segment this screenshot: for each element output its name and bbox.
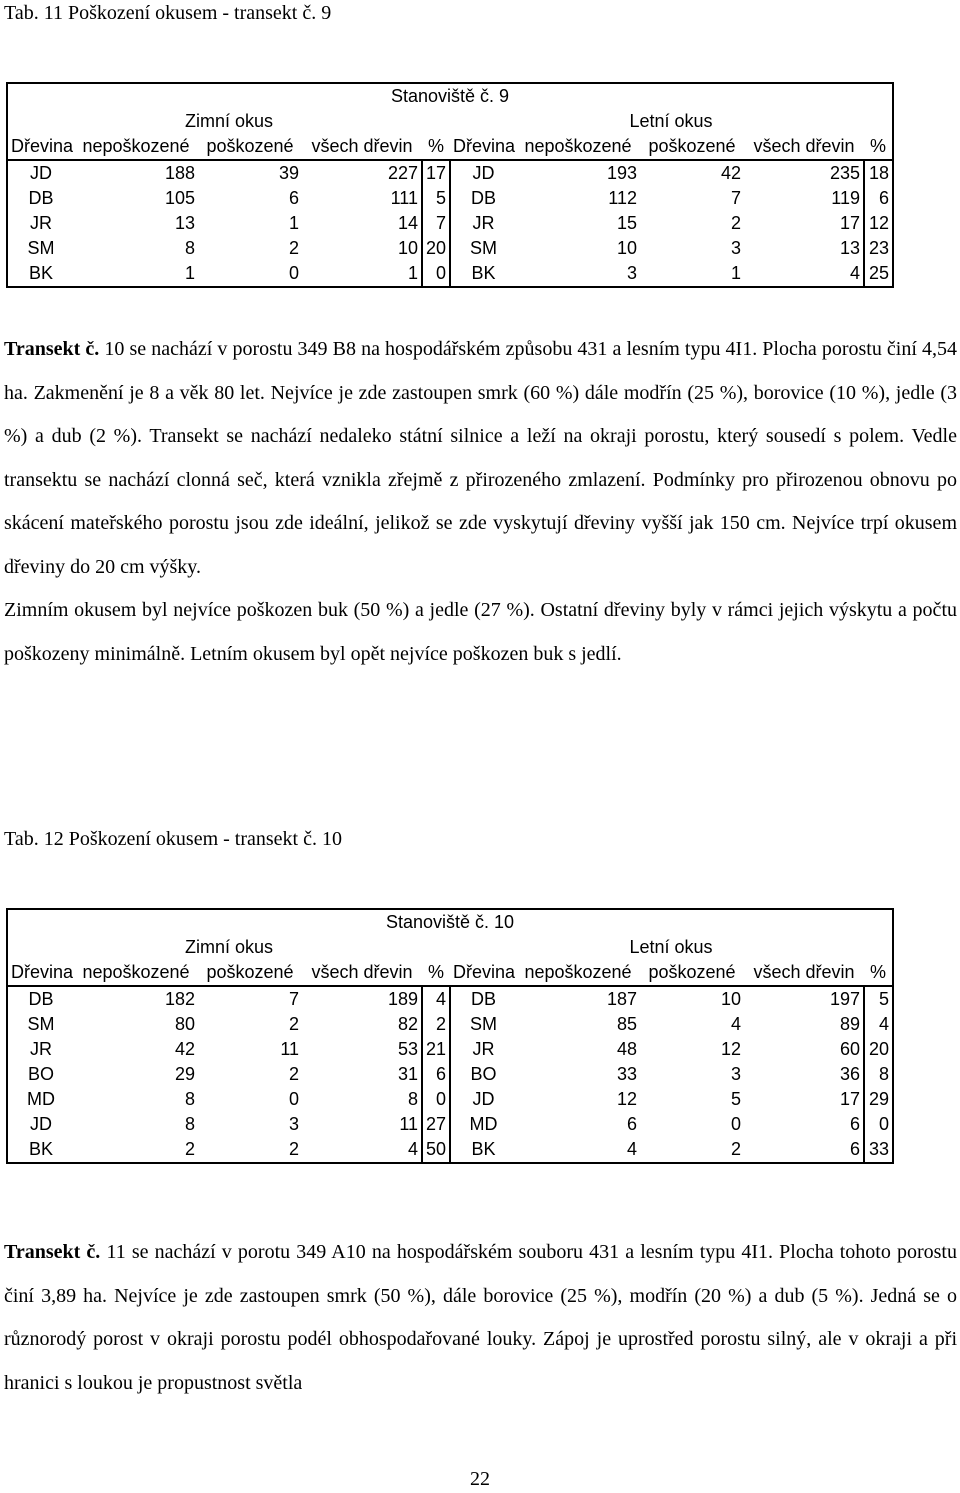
value-cell: 6 (849, 1139, 860, 1159)
value-cell: 18 (864, 160, 892, 186)
table-row (8, 986, 892, 1012)
value-cell: 2 (730, 213, 741, 233)
summer-browse-label: Letní okus (629, 937, 713, 957)
value-cell: 5 (864, 986, 892, 1012)
species-cell: JD (472, 1089, 495, 1109)
value-cell: 119 (831, 188, 860, 208)
value-cell: 4 (864, 1012, 892, 1037)
value-cell: 23 (864, 236, 892, 261)
species-cell: BO (470, 1064, 497, 1084)
column-header: Dřevina (453, 962, 516, 982)
column-header: Dřevina (453, 136, 516, 156)
site-row (8, 910, 892, 935)
value-cell: 182 (74, 986, 198, 1012)
value-cell: 3 (730, 1064, 741, 1084)
value-cell: 4 (730, 1014, 741, 1034)
column-header: % (870, 136, 887, 156)
value-cell: 1 (730, 263, 741, 283)
column-header: % (870, 962, 887, 982)
value-cell: 6 (849, 1114, 860, 1134)
column-header: poškozené (648, 136, 736, 156)
species-cell: SM (27, 238, 55, 258)
column-header: % (427, 962, 444, 982)
value-cell: 235 (744, 160, 864, 186)
value-cell: 3 (626, 263, 637, 283)
value-cell: 48 (616, 1039, 637, 1059)
table-row (8, 1137, 892, 1162)
column-header: všech dřevin (311, 136, 413, 156)
value-cell: 11 (280, 1039, 299, 1059)
season-row (8, 935, 892, 960)
value-cell: 80 (174, 1014, 195, 1034)
value-cell: 8 (864, 1062, 892, 1087)
value-cell: 0 (864, 1112, 892, 1137)
table-row (8, 1037, 892, 1062)
value-cell: 29 (864, 1087, 892, 1112)
value-cell: 2 (422, 1012, 450, 1037)
species-cell: BO (27, 1064, 54, 1084)
value-cell: 227 (302, 160, 422, 186)
value-cell: 2 (730, 1139, 741, 1159)
column-header: nepoškozené (82, 136, 190, 156)
paragraph (4, 1231, 957, 1405)
table-row (8, 1087, 892, 1112)
value-cell: 6 (422, 1062, 450, 1087)
species-cell: DB (450, 986, 516, 1012)
value-cell: 2 (288, 238, 299, 258)
value-cell: 42 (174, 1039, 195, 1059)
value-cell: 11 (399, 1114, 418, 1134)
value-cell: 6 (864, 186, 892, 211)
species-cell: BK (28, 263, 53, 283)
species-cell: JR (472, 1039, 495, 1059)
value-cell: 4 (626, 1139, 637, 1159)
value-cell: 187 (516, 986, 640, 1012)
value-cell: 8 (184, 1089, 195, 1109)
value-cell: 2 (288, 1064, 299, 1084)
value-cell: 6 (626, 1114, 637, 1134)
site-row (8, 84, 892, 109)
value-cell: 6 (288, 188, 299, 208)
species-cell: BK (28, 1139, 53, 1159)
value-cell: 25 (864, 261, 892, 286)
table-row (8, 236, 892, 261)
paragraph-text: 10 se nachází v porostu 349 B8 na hospodářském způsobu 431 a lesním typu 4I1. Plocha porostu činí 4,54 ha. Zakmenění je 8 a věk 80 let. Nejvíce je zde zastoupen smrk (60 %) dále modřín (25 %), borovice (10 %), jedle (3 %) a dub (2 %). Transekt se nachází nedaleko státní silnice a leží na okraji porostu, který sousedí s polem. Vedle transektu se nachází clonná seč, která vznikla zřejmě z přirozeného zmlazení. Podmínky pro přirozenou obnovu po skácení mateřského porostu jsou zde ideální, jelikož se zde vyskytují dřeviny vyšší jak 150 cm. Nejvíce trpí okusem dřeviny do 20 cm výšky. (4, 338, 957, 578)
value-cell: 10 (640, 986, 744, 1012)
transect-11-description (4, 1231, 957, 1405)
species-cell: JR (30, 213, 52, 233)
season-row (8, 109, 892, 134)
value-cell: 3 (288, 1114, 299, 1134)
table-caption-12: Tab. 12 Poškození okusem - transekt č. 10 (4, 828, 342, 850)
column-header: poškozené (206, 962, 294, 982)
species-cell: MD (27, 1089, 55, 1109)
species-cell: DB (28, 188, 54, 208)
value-cell: 29 (174, 1064, 195, 1084)
table-row (8, 1062, 892, 1087)
value-cell: 17 (839, 1089, 860, 1109)
value-cell: 105 (164, 188, 195, 208)
value-cell: 12 (864, 211, 892, 236)
summer-browse-label: Letní okus (629, 111, 713, 131)
column-header: Dřevina (11, 962, 74, 982)
column-header: všech dřevin (753, 962, 855, 982)
value-cell: 20 (422, 236, 450, 261)
value-cell: 4 (422, 986, 450, 1012)
value-cell: 8 (407, 1089, 418, 1109)
value-cell: 1 (288, 213, 299, 233)
site-label: Stanoviště č. 9 (390, 86, 510, 106)
species-cell: BK (471, 1139, 496, 1159)
value-cell: 7 (198, 986, 302, 1012)
value-cell: 5 (730, 1089, 741, 1109)
value-cell: 4 (849, 263, 860, 283)
column-header: % (427, 136, 444, 156)
value-cell: 1 (407, 263, 418, 283)
value-cell: 42 (640, 160, 744, 186)
species-cell: SM (27, 1014, 55, 1034)
column-header: Dřevina (11, 136, 74, 156)
value-cell: 10 (616, 238, 637, 258)
value-cell: 36 (839, 1064, 860, 1084)
paragraph: Zimním okusem byl nejvíce poškozen buk (50 %) a jedle (27 %). Ostatní dřeviny byly v rámci jejich výskytu a počtu poškozeny minimálně. Letním okusem byl opět nejvíce poškozen buk s jedlí. (4, 599, 957, 665)
bold-lead: Transekt č. (4, 1241, 101, 1263)
column-header: všech dřevin (311, 962, 413, 982)
damage-table-transect-10 (6, 908, 894, 1164)
column-header: poškozené (206, 136, 294, 156)
species-cell: JD (450, 160, 516, 186)
value-cell: 7 (422, 211, 450, 236)
value-cell: 53 (397, 1039, 418, 1059)
value-cell: 60 (839, 1039, 860, 1059)
species-cell: DB (470, 188, 496, 208)
value-cell: 82 (397, 1014, 418, 1034)
value-cell: 197 (744, 986, 864, 1012)
table-row (8, 160, 892, 186)
table-row (8, 1012, 892, 1037)
value-cell: 21 (422, 1037, 450, 1062)
value-cell: 4 (407, 1139, 418, 1159)
header-row (8, 960, 892, 986)
paragraph-text: 11 se nachází v porotu 349 A10 na hospodářském souboru 431 a lesním typu 4I1. Plocha tohoto porostu činí 3,89 ha. Nejvíce je zde zastoupen smrk (50 %), dále borovice (25 %), modřín (20 %) a dub (5 %). Jedná se o různorodý porost v okraji porostu podél obhospodařované louky. Zápoj je uprostřed porostu silný, ale v okraji a při hranici s loukou je propustnost světla (4, 1241, 957, 1394)
species-cell: DB (8, 986, 74, 1012)
damage-table-transect-9 (6, 82, 894, 288)
species-cell: BK (471, 263, 496, 283)
site-label: Stanoviště č. 10 (385, 912, 515, 932)
value-cell: 112 (608, 188, 637, 208)
table-row (8, 186, 892, 211)
column-header: nepoškozené (82, 962, 190, 982)
species-cell: JR (472, 213, 495, 233)
value-cell: 89 (839, 1014, 860, 1034)
species-cell: MD (469, 1114, 498, 1134)
column-header: všech dřevin (753, 136, 855, 156)
value-cell: 2 (288, 1014, 299, 1034)
column-header: nepoškozené (524, 136, 632, 156)
value-cell: 1 (184, 263, 195, 283)
value-cell: 188 (74, 160, 198, 186)
value-cell: 193 (516, 160, 640, 186)
value-cell: 15 (616, 213, 637, 233)
winter-browse-label: Zimní okus (184, 111, 274, 131)
value-cell: 39 (198, 160, 302, 186)
table-row (8, 261, 892, 286)
species-cell: SM (470, 1014, 497, 1034)
value-cell: 2 (288, 1139, 299, 1159)
species-cell: JD (30, 1114, 52, 1134)
column-header: nepoškozené (524, 962, 632, 982)
table-caption-11: Tab. 11 Poškození okusem - transekt č. 9 (4, 2, 332, 24)
value-cell: 31 (397, 1064, 418, 1084)
value-cell: 13 (839, 238, 860, 258)
value-cell: 0 (730, 1114, 741, 1134)
value-cell: 8 (184, 1114, 195, 1134)
transect-10-description (4, 328, 957, 676)
value-cell: 33 (616, 1064, 637, 1084)
value-cell: 0 (288, 263, 299, 283)
value-cell: 189 (302, 986, 422, 1012)
value-cell: 13 (174, 213, 195, 233)
header-row (8, 134, 892, 160)
winter-browse-label: Zimní okus (184, 937, 274, 957)
value-cell: 12 (720, 1039, 741, 1059)
paragraph (4, 328, 957, 589)
value-cell: 3 (730, 238, 741, 258)
value-cell: 2 (184, 1139, 195, 1159)
value-cell: 10 (397, 238, 418, 258)
value-cell: 27 (422, 1112, 450, 1137)
value-cell: 85 (616, 1014, 637, 1034)
value-cell: 50 (422, 1137, 450, 1162)
value-cell: 14 (397, 213, 418, 233)
column-header: poškozené (648, 962, 736, 982)
page-number: 22 (470, 1468, 490, 1490)
value-cell: 17 (422, 160, 450, 186)
value-cell: 12 (616, 1089, 637, 1109)
species-cell: JD (8, 160, 74, 186)
value-cell: 8 (184, 238, 195, 258)
bold-lead: Transekt č. (4, 338, 100, 360)
value-cell: 20 (864, 1037, 892, 1062)
value-cell: 0 (422, 1087, 450, 1112)
table-row (8, 1112, 892, 1137)
value-cell: 0 (422, 261, 450, 286)
value-cell: 111 (390, 188, 418, 208)
species-cell: JR (30, 1039, 52, 1059)
value-cell: 17 (839, 213, 860, 233)
species-cell: SM (470, 238, 497, 258)
value-cell: 5 (422, 186, 450, 211)
value-cell: 0 (288, 1089, 299, 1109)
value-cell: 7 (730, 188, 741, 208)
value-cell: 33 (864, 1137, 892, 1162)
table-row (8, 211, 892, 236)
